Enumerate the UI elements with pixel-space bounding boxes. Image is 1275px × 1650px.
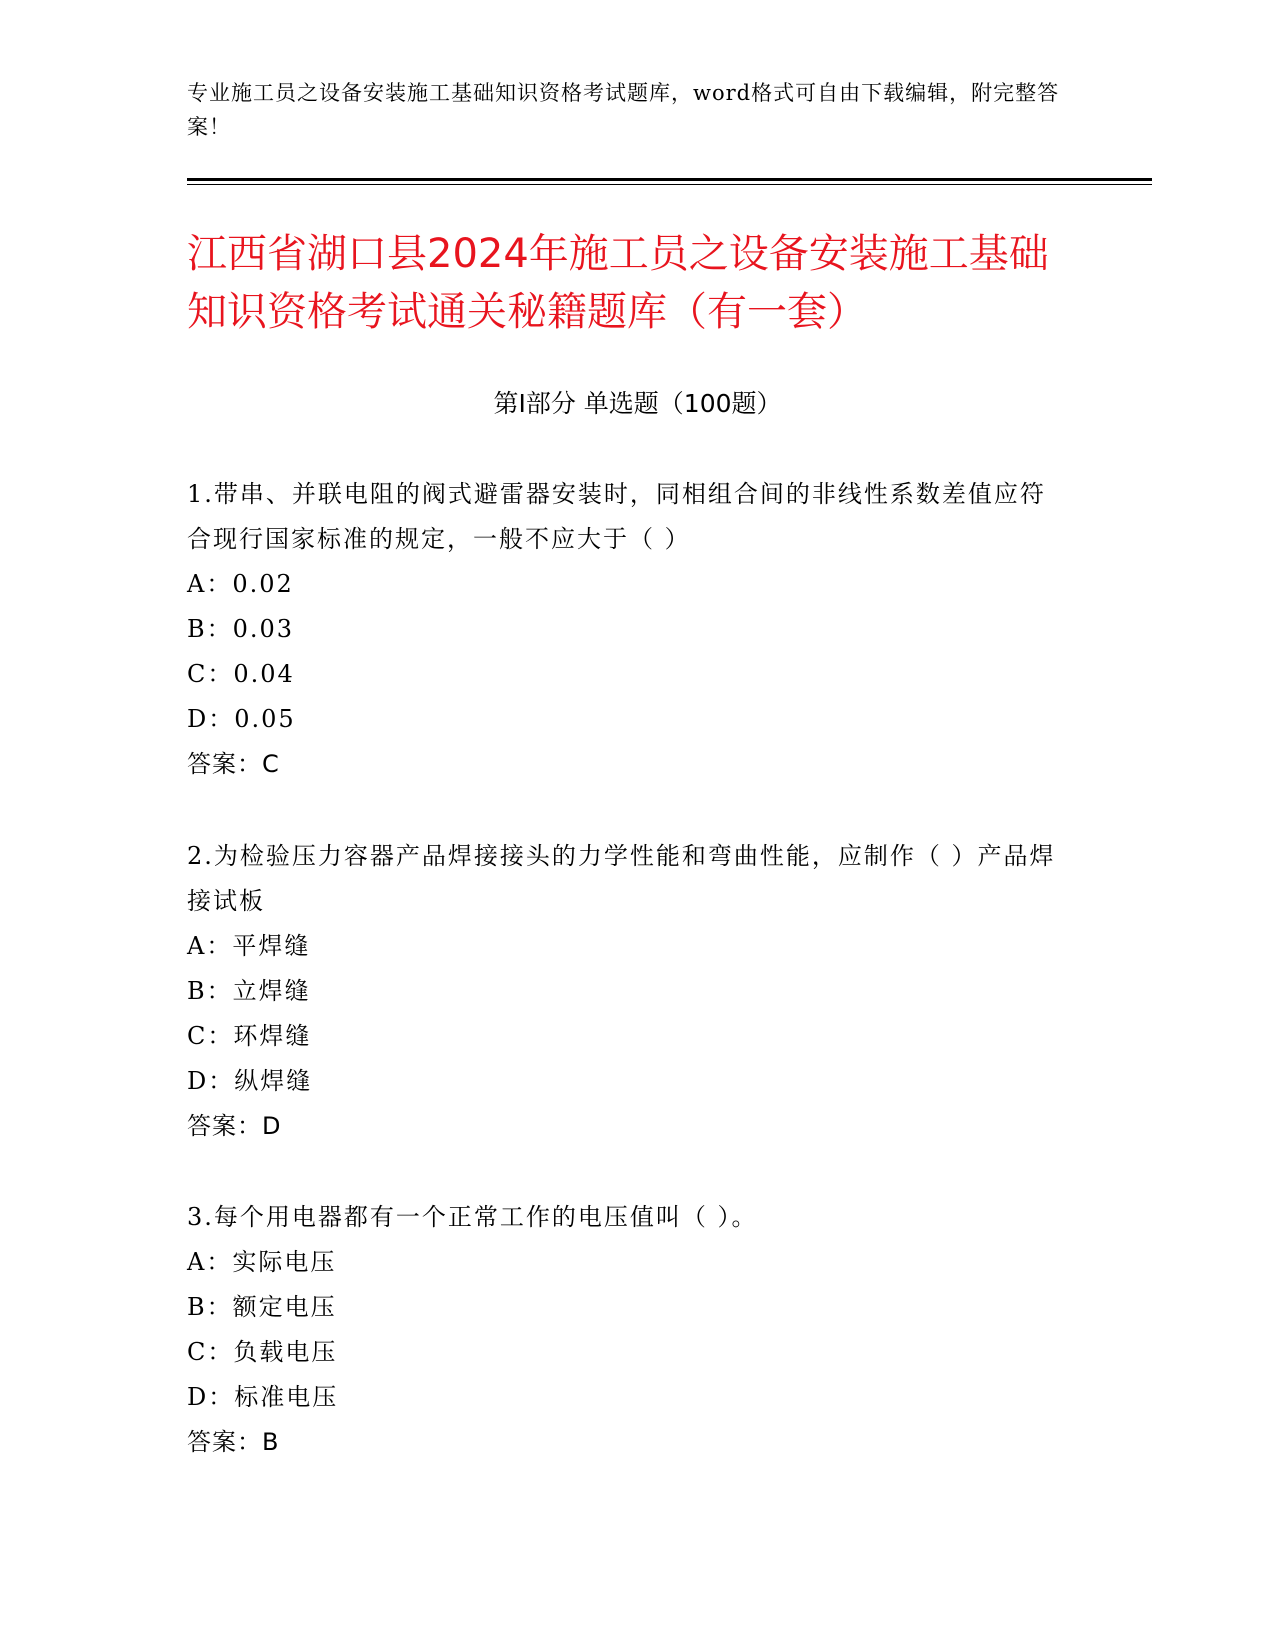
option-a: A：平焊缝 (187, 932, 311, 960)
option-b: B：立焊缝 (187, 977, 311, 1005)
option-c: C：环焊缝 (187, 1022, 312, 1050)
section-title: 第Ⅰ部分 单选题（100题） (493, 389, 782, 418)
header-note: 专业施工员之设备安装施工基础知识资格考试题库，word格式可自由下载编辑，附完整答案！ (187, 81, 1060, 139)
question-stem: 2.为检验压力容器产品焊接接头的力学性能和弯曲性能，应制作（ ）产品焊接试板 (187, 842, 1056, 915)
document-title: 江西省湖口县2024年施工员之设备安装施工基础知识资格考试通关秘籍题库（有一套） (187, 231, 1049, 335)
option-b: B：额定电压 (187, 1293, 337, 1321)
option-a: A：0.02 (187, 570, 294, 598)
option-b: B：0.03 (187, 615, 295, 643)
option-a: A：实际电压 (187, 1248, 337, 1276)
question-2 (187, 834, 1067, 1149)
question-stem: 1.带串、并联电阻的阀式避雷器安装时，同相组合间的非线性系数差值应符合现行国家标准的规定，一般不应大于（ ） (187, 480, 1046, 553)
option-d: D：纵焊缝 (187, 1067, 313, 1095)
question-3 (187, 1195, 1067, 1465)
header-divider-thin (187, 184, 1152, 185)
option-c: C：0.04 (187, 660, 295, 688)
option-d: D：0.05 (187, 705, 296, 733)
option-c: C：负载电压 (187, 1338, 338, 1366)
question-stem: 3.每个用电器都有一个正常工作的电压值叫（ ）。 (187, 1203, 758, 1231)
header-divider-thick (187, 178, 1152, 181)
answer: 答案：B (187, 1428, 280, 1456)
answer: 答案：C (187, 750, 280, 778)
question-1 (187, 472, 1067, 787)
answer: 答案：D (187, 1112, 282, 1140)
option-d: D：标准电压 (187, 1383, 339, 1411)
